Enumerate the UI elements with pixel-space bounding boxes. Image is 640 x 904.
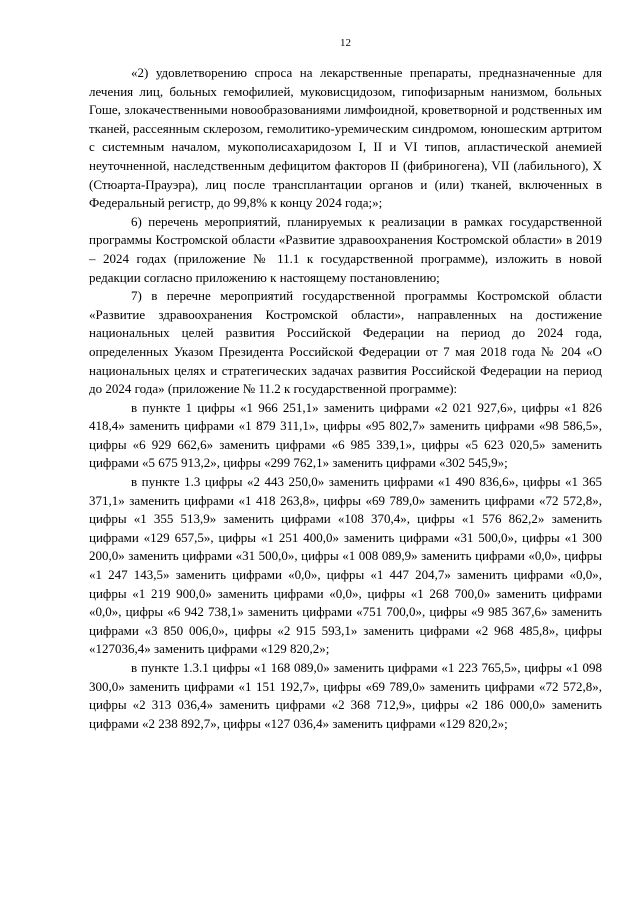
paragraph-item-6: 6) перечень мероприятий, планируемых к реализации в рамках государственной программы Костромской области «Развитие здравоохранения Костромской области» в 2019 – 2024 годах (приложение № 11.1 к государственной программе), изложить в новой редакции согласно приложению к настоящему постановлению; [89,213,602,285]
paragraph-point-1: в пункте 1 цифры «1 966 251,1» заменить цифрами «2 021 927,6», цифры «1 826 418,4» заменить цифрами «1 879 311,1», цифры «95 802,7» заменить цифрами «98 586,5», цифры «6 929 662,6» заменить цифрами «6 985 339,1», цифры «5 623 020,5» заменить цифрами «5 675 913,2», цифры «299 762,1» заменить цифрами «302 545,9»; [89,399,602,471]
document-body [89,64,602,733]
paragraph-item-2: «2) удовлетворению спроса на лекарственные препараты, предназначенные для лечения лиц, больных гемофилией, муковисцидозом, гипофизарным нанизмом, больных Гоше, злокачественными новообразованиями лимфоидной, кроветворной и родственных им тканей, рассеянным склерозом, гемолитико-уремическим синдромом, юношеским артритом с системным началом, мукополисахаридозом I, II и VI типов, апластической анемией неуточненной, наследственным дефицитом факторов II (фибриногена), VII (лабильного), X (Стюарта-Прауэра), лиц после трансплантации органов и (или) тканей, включенных в Федеральный регистр, до 99,8% к концу 2024 года;»; [89,65,602,211]
paragraph-point-1-3-1: в пункте 1.3.1 цифры «1 168 089,0» заменить цифрами «1 223 765,5», цифры «1 098 300,0» заменить цифрами «1 151 192,7», цифры «69 789,0» заменить цифрами «72 572,8», цифры «2 313 036,4» заменить цифрами «2 368 712,9», цифры «2 186 000,0» заменить цифрами «2 238 892,7», цифры «127 036,4» заменить цифрами «129 820,2»; [89,660,602,731]
paragraph-point-1-3: в пункте 1.3 цифры «2 443 250,0» заменить цифрами «1 490 836,6», цифры «1 365 371,1» заменить цифрами «1 418 263,8», цифры «69 789,0» заменить цифрами «72 572,8», цифры «1 355 513,9» заменить цифрами «108 370,4», цифры «1 576 862,2» заменить цифрами «129 657,5», цифры «1 251 400,0» заменить цифрами «31 500,0», цифры «1 300 200,0» заменить цифрами «31 500,0», цифры «1 008 089,9» заменить цифрами «0,0», цифры «1 247 143,5» заменить цифрами «0,0», цифры «1 447 204,7» заменить цифрами «0,0», цифры «1 219 900,0» заменить цифрами «0,0», цифры «1 268 700,0» заменить цифрами «0,0», цифры «6 942 738,1» заменить цифрами «751 700,0», цифры «9 985 367,6» заменить цифрами «3 850 006,0», цифры «2 915 593,1» заменить цифрами «2 968 485,8», цифры «127036,4» заменить цифрами «129 820,2»; [89,474,602,657]
page-number: 12 [340,37,351,49]
paragraph-item-7: 7) в перечне мероприятий государственной программы Костромской области «Развитие здравоохранения Костромской области», направленных на достижение национальных целей развития Российской Федерации на период до 2024 года, определенных Указом Президента Российской Федерации от 7 мая 2018 года № 204 «О национальных целях и стратегических задачах развития Российской Федерации на период до 2024 года» (приложение № 11.2 к государственной программе): [89,288,602,397]
